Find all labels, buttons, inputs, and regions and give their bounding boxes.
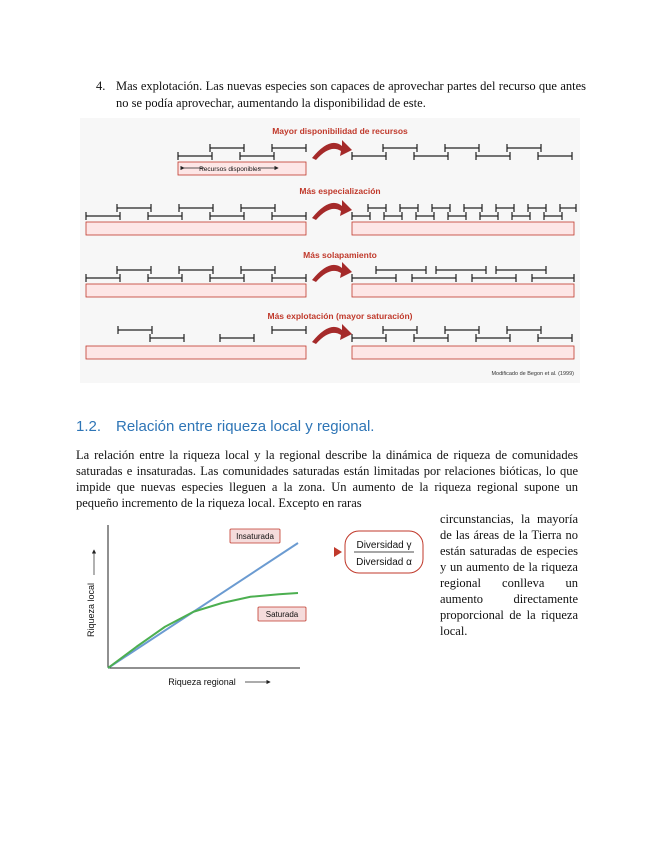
resource-figure [80, 118, 580, 383]
panel4-right-bar [352, 346, 574, 359]
panel1-right [352, 144, 572, 160]
unsaturated-label: Insaturada [236, 532, 274, 541]
panel4-left [118, 326, 306, 342]
figure-credit: Modificado de Begon et al. (1999) [491, 371, 574, 377]
formula-denominator: Diversidad α [356, 557, 412, 568]
richness-chart-svg [80, 515, 435, 695]
paragraph-main: La relación entre la riqueza local y la regional describe la dinámica de riqueza de comunidades saturadas e insaturadas. Las comunidades saturadas están limitadas por relaciones bióticas, lo que impide que nuevas especies lleguen a la zona. Un aumento de la riqueza regional supone un pequeño incremento de la riqueza local. Excepto en raras [76, 448, 578, 510]
arrow-4 [312, 324, 352, 344]
list-body: Las nuevas especies son capaces de aprovechar partes del recurso que antes no se podía aprovechar, aumentando la disponibilidad de este. [116, 79, 586, 110]
paragraph-narrow: circunstancias, la mayoría de las áreas de la Tierra no están saturadas de especies y un aumento de la riqueza regional conlleva un aumento directamente proporcional de la riqueza local. [440, 512, 578, 638]
arrow-2 [312, 200, 352, 220]
panel3-left-bar [86, 284, 306, 297]
x-axis-label: Riqueza regional [168, 677, 236, 687]
panel2-right-bar [352, 222, 574, 235]
formula-numerator: Diversidad γ [356, 540, 412, 551]
arrow-3 [312, 262, 352, 282]
list-lead: Mas explotación. [116, 79, 203, 93]
richness-chart [80, 515, 435, 695]
panel4-left-bar [86, 346, 306, 359]
saturated-label: Saturada [265, 610, 299, 619]
section-title: Relación entre riqueza local y regional. [116, 418, 375, 435]
panel2-left-bar [86, 222, 306, 235]
series-line-unsaturated [108, 543, 298, 668]
panel4-right [352, 326, 572, 342]
panel3-title: Más solapamiento [303, 250, 377, 260]
panel3-right-bar [352, 284, 574, 297]
panel3-left [86, 266, 306, 282]
list-item-4 [96, 78, 586, 112]
available-resources-label: Recursos disponibles [199, 166, 261, 173]
panel1-left [178, 144, 306, 160]
list-number: 4. [96, 79, 106, 93]
panel2-title: Más especialización [299, 186, 381, 196]
list-text [96, 78, 586, 112]
panel2-left [86, 204, 306, 220]
resource-figure-svg [80, 118, 580, 383]
formula-pointer [334, 547, 342, 557]
series-line-saturated [108, 593, 298, 668]
arrow-1 [312, 140, 352, 160]
panel1-title: Mayor disponibilidad de recursos [272, 126, 408, 136]
panel2-right [352, 204, 576, 220]
panel3-right [352, 266, 574, 282]
section-heading [76, 418, 374, 435]
panel4-title: Más explotación (mayor saturación) [267, 311, 413, 321]
section-number: 1.2. [76, 418, 102, 435]
y-axis-label: Riqueza local [86, 582, 96, 638]
